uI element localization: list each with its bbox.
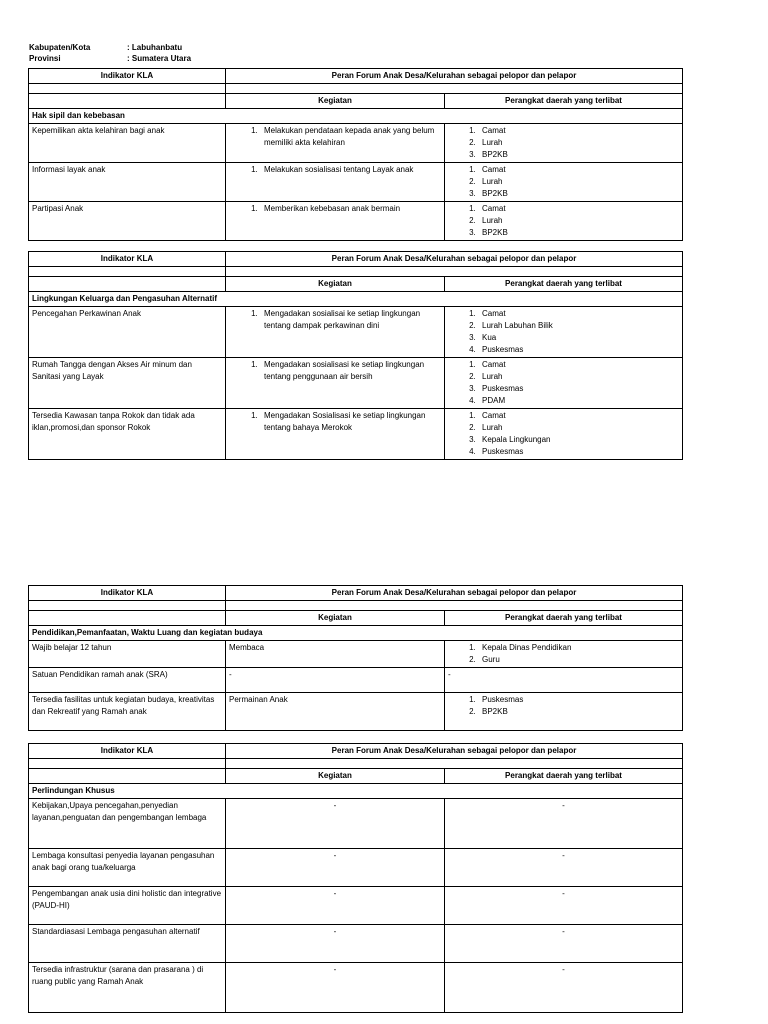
table-row	[29, 925, 683, 963]
perangkat-header: Perangkat daerah yang terlibat	[445, 769, 683, 784]
kegiatan-list	[229, 410, 441, 434]
peran-header: Peran Forum Anak Desa/Kelurahan sebagai pelopor dan pelapor	[226, 69, 683, 84]
table-row	[29, 307, 683, 358]
kegiatan-cell: -	[226, 668, 445, 693]
kegiatan-cell: -	[226, 963, 445, 1013]
indikator-header: Indikator KLA	[29, 252, 226, 267]
table-row	[29, 963, 683, 1013]
list-item: 2. Lurah	[478, 215, 679, 227]
header-row	[29, 252, 683, 267]
section-title: Perlindungan Khusus	[29, 784, 683, 799]
perangkat-cell: -	[445, 849, 683, 887]
section-row	[29, 784, 683, 799]
empty-cell	[29, 611, 226, 626]
section-row	[29, 626, 683, 641]
kegiatan-list	[229, 203, 441, 215]
list-item: 3. Kua	[478, 332, 679, 344]
perangkat-list	[448, 642, 679, 666]
table-row	[29, 693, 683, 731]
empty-cell	[29, 277, 226, 292]
kla-table-1	[28, 68, 683, 241]
provinsi-label: Provinsi	[29, 54, 61, 63]
table-row	[29, 124, 683, 163]
kegiatan-header: Kegiatan	[226, 94, 445, 109]
indikator-cell: Rumah Tangga dengan Akses Air minum dan Sanitasi yang Layak	[29, 358, 226, 409]
kegiatan-cell	[226, 124, 445, 163]
list-item: 3. BP2KB	[478, 149, 679, 161]
spacer-row	[29, 759, 683, 769]
section-title: Pendidikan,Pemanfaatan, Waktu Luang dan kegiatan budaya	[29, 626, 683, 641]
list-item: 1. Mengadakan sosialisai ke setiap lingkungan tentang dampak perkawinan dini	[260, 308, 441, 332]
list-item: 2. Guru	[478, 654, 679, 666]
kabupaten-label: Kabupaten/Kota	[29, 43, 91, 52]
section-row	[29, 292, 683, 307]
table-row	[29, 849, 683, 887]
kabupaten-value: : Labuhanbatu	[127, 43, 183, 52]
perangkat-cell: -	[445, 799, 683, 849]
indikator-cell: Lembaga konsultasi penyedia layanan pengasuhan anak bagi orang tua/keluarga	[29, 849, 226, 887]
list-item: 3. Puskesmas	[478, 383, 679, 395]
perangkat-list	[448, 125, 679, 161]
peran-header: Peran Forum Anak Desa/Kelurahan sebagai pelopor dan pelapor	[226, 586, 683, 601]
provinsi-value: : Sumatera Utara	[127, 54, 192, 63]
empty-cell	[29, 769, 226, 784]
list-item: 1. Kepala Dinas Pendidikan	[478, 642, 679, 654]
perangkat-list	[448, 410, 679, 458]
perangkat-header: Perangkat daerah yang terlibat	[445, 277, 683, 292]
kegiatan-cell	[226, 358, 445, 409]
indikator-cell: Pengembangan anak usia dini holistic dan integrative (PAUD-HI)	[29, 887, 226, 925]
list-item: 2. Lurah	[478, 422, 679, 434]
spacer-cell	[226, 601, 683, 611]
spacer-row	[29, 601, 683, 611]
spacer-row	[29, 267, 683, 277]
perangkat-cell	[445, 124, 683, 163]
section-row	[29, 109, 683, 124]
kegiatan-list	[229, 308, 441, 332]
perangkat-list	[448, 164, 679, 200]
list-item: 1. Puskesmas	[478, 694, 679, 706]
section-title: Lingkungan Keluarga dan Pengasuhan Alternatif	[29, 292, 683, 307]
header-row	[29, 586, 683, 601]
kla-table-3	[28, 585, 683, 731]
kegiatan-list	[229, 359, 441, 383]
list-item: 2. Lurah	[478, 137, 679, 149]
kegiatan-list	[229, 164, 441, 176]
spacer-cell	[29, 267, 226, 277]
list-item: 2. Lurah Labuhan Bilik	[478, 320, 679, 332]
kegiatan-cell: -	[226, 799, 445, 849]
kegiatan-cell: -	[226, 849, 445, 887]
list-item: 4. Puskesmas	[478, 344, 679, 356]
list-item: 1. Melakukan sosialisasi tentang Layak anak	[260, 164, 441, 176]
kegiatan-cell	[226, 307, 445, 358]
empty-cell	[29, 94, 226, 109]
table-row	[29, 202, 683, 241]
subheader-row	[29, 769, 683, 784]
spacer-cell	[226, 84, 683, 94]
spacer-cell	[29, 601, 226, 611]
header-row	[29, 69, 683, 84]
perangkat-header: Perangkat daerah yang terlibat	[445, 94, 683, 109]
perangkat-cell: -	[445, 887, 683, 925]
list-item: 1. Camat	[478, 359, 679, 371]
spacer-cell	[29, 84, 226, 94]
indikator-cell: Partipasi Anak	[29, 202, 226, 241]
subheader-row	[29, 94, 683, 109]
list-item: 1. Mengadakan sosialisasi ke setiap lingkungan tentang penggunaan air bersih	[260, 359, 441, 383]
kegiatan-cell	[226, 409, 445, 460]
kla-table-4	[28, 743, 683, 1013]
table-row	[29, 358, 683, 409]
list-item: 4. Puskesmas	[478, 446, 679, 458]
list-item: 1. Camat	[478, 308, 679, 320]
list-item: 4. PDAM	[478, 395, 679, 407]
kla-table-2	[28, 251, 683, 460]
list-item: 2. Lurah	[478, 371, 679, 383]
table-row	[29, 799, 683, 849]
spacer-cell	[29, 759, 226, 769]
list-item: 1. Mengadakan Sosialisasi ke setiap lingkungan tentang bahaya Merokok	[260, 410, 441, 434]
perangkat-cell	[445, 307, 683, 358]
list-item: 2. BP2KB	[478, 706, 679, 718]
indikator-cell: Tersedia fasilitas untuk kegiatan budaya, kreativitas dan Rekreatif yang Ramah anak	[29, 693, 226, 731]
table-row	[29, 641, 683, 668]
list-item: 2. Lurah	[478, 176, 679, 188]
table-row	[29, 163, 683, 202]
kegiatan-cell: Membaca	[226, 641, 445, 668]
kegiatan-cell: -	[226, 887, 445, 925]
list-item: 1. Camat	[478, 164, 679, 176]
list-item: 1. Camat	[478, 410, 679, 422]
perangkat-cell	[445, 358, 683, 409]
table-row	[29, 887, 683, 925]
kegiatan-header: Kegiatan	[226, 277, 445, 292]
list-item: 3. BP2KB	[478, 188, 679, 200]
perangkat-list	[448, 308, 679, 356]
list-item: 3. Kepala Lingkungan	[478, 434, 679, 446]
subheader-row	[29, 611, 683, 626]
peran-header: Peran Forum Anak Desa/Kelurahan sebagai pelopor dan pelapor	[226, 744, 683, 759]
perangkat-list	[448, 694, 679, 718]
indikator-cell: Pencegahan Perkawinan Anak	[29, 307, 226, 358]
list-item: 1. Camat	[478, 125, 679, 137]
section-title: Hak sipil dan kebebasan	[29, 109, 683, 124]
perangkat-cell: -	[445, 925, 683, 963]
table-row	[29, 409, 683, 460]
indikator-cell: Tersedia infrastruktur (sarana dan prasarana ) di ruang public yang Ramah Anak	[29, 963, 226, 1013]
indikator-cell: Informasi layak anak	[29, 163, 226, 202]
table-row	[29, 668, 683, 693]
indikator-header: Indikator KLA	[29, 586, 226, 601]
indikator-cell: Standardiasasi Lembaga pengasuhan alternatif	[29, 925, 226, 963]
perangkat-list	[448, 359, 679, 407]
spacer-cell	[226, 267, 683, 277]
perangkat-list	[448, 203, 679, 239]
indikator-cell: Satuan Pendidikan ramah anak (SRA)	[29, 668, 226, 693]
spacer-cell	[226, 759, 683, 769]
peran-header: Peran Forum Anak Desa/Kelurahan sebagai pelopor dan pelapor	[226, 252, 683, 267]
indikator-cell: Kebijakan,Upaya pencegahan,penyedian layanan,penguatan dan pengembangan lembaga	[29, 799, 226, 849]
document-header	[29, 42, 191, 64]
kegiatan-cell	[226, 202, 445, 241]
indikator-cell: Kepemilikan akta kelahiran bagi anak	[29, 124, 226, 163]
perangkat-cell	[445, 409, 683, 460]
kegiatan-cell	[226, 163, 445, 202]
perangkat-cell	[445, 693, 683, 731]
list-item: 1. Camat	[478, 203, 679, 215]
perangkat-cell: -	[445, 668, 683, 693]
kegiatan-header: Kegiatan	[226, 769, 445, 784]
perangkat-cell: -	[445, 963, 683, 1013]
indikator-header: Indikator KLA	[29, 744, 226, 759]
perangkat-cell	[445, 202, 683, 241]
kegiatan-cell: -	[226, 925, 445, 963]
list-item: 1. Memberikan kebebasan anak bermain	[260, 203, 441, 215]
perangkat-cell	[445, 641, 683, 668]
kegiatan-list	[229, 125, 441, 149]
spacer-row	[29, 84, 683, 94]
perangkat-cell	[445, 163, 683, 202]
header-row-kabupaten	[29, 42, 191, 53]
header-row	[29, 744, 683, 759]
list-item: 3. BP2KB	[478, 227, 679, 239]
kegiatan-header: Kegiatan	[226, 611, 445, 626]
indikator-cell: Tersedia Kawasan tanpa Rokok dan tidak ada iklan,promosi,dan sponsor Rokok	[29, 409, 226, 460]
kegiatan-cell: Permainan Anak	[226, 693, 445, 731]
indikator-header: Indikator KLA	[29, 69, 226, 84]
subheader-row	[29, 277, 683, 292]
list-item: 1. Melakukan pendataan kepada anak yang belum memiliki akta kelahiran	[260, 125, 441, 149]
perangkat-header: Perangkat daerah yang terlibat	[445, 611, 683, 626]
header-row-provinsi	[29, 53, 191, 64]
indikator-cell: Wajib belajar 12 tahun	[29, 641, 226, 668]
